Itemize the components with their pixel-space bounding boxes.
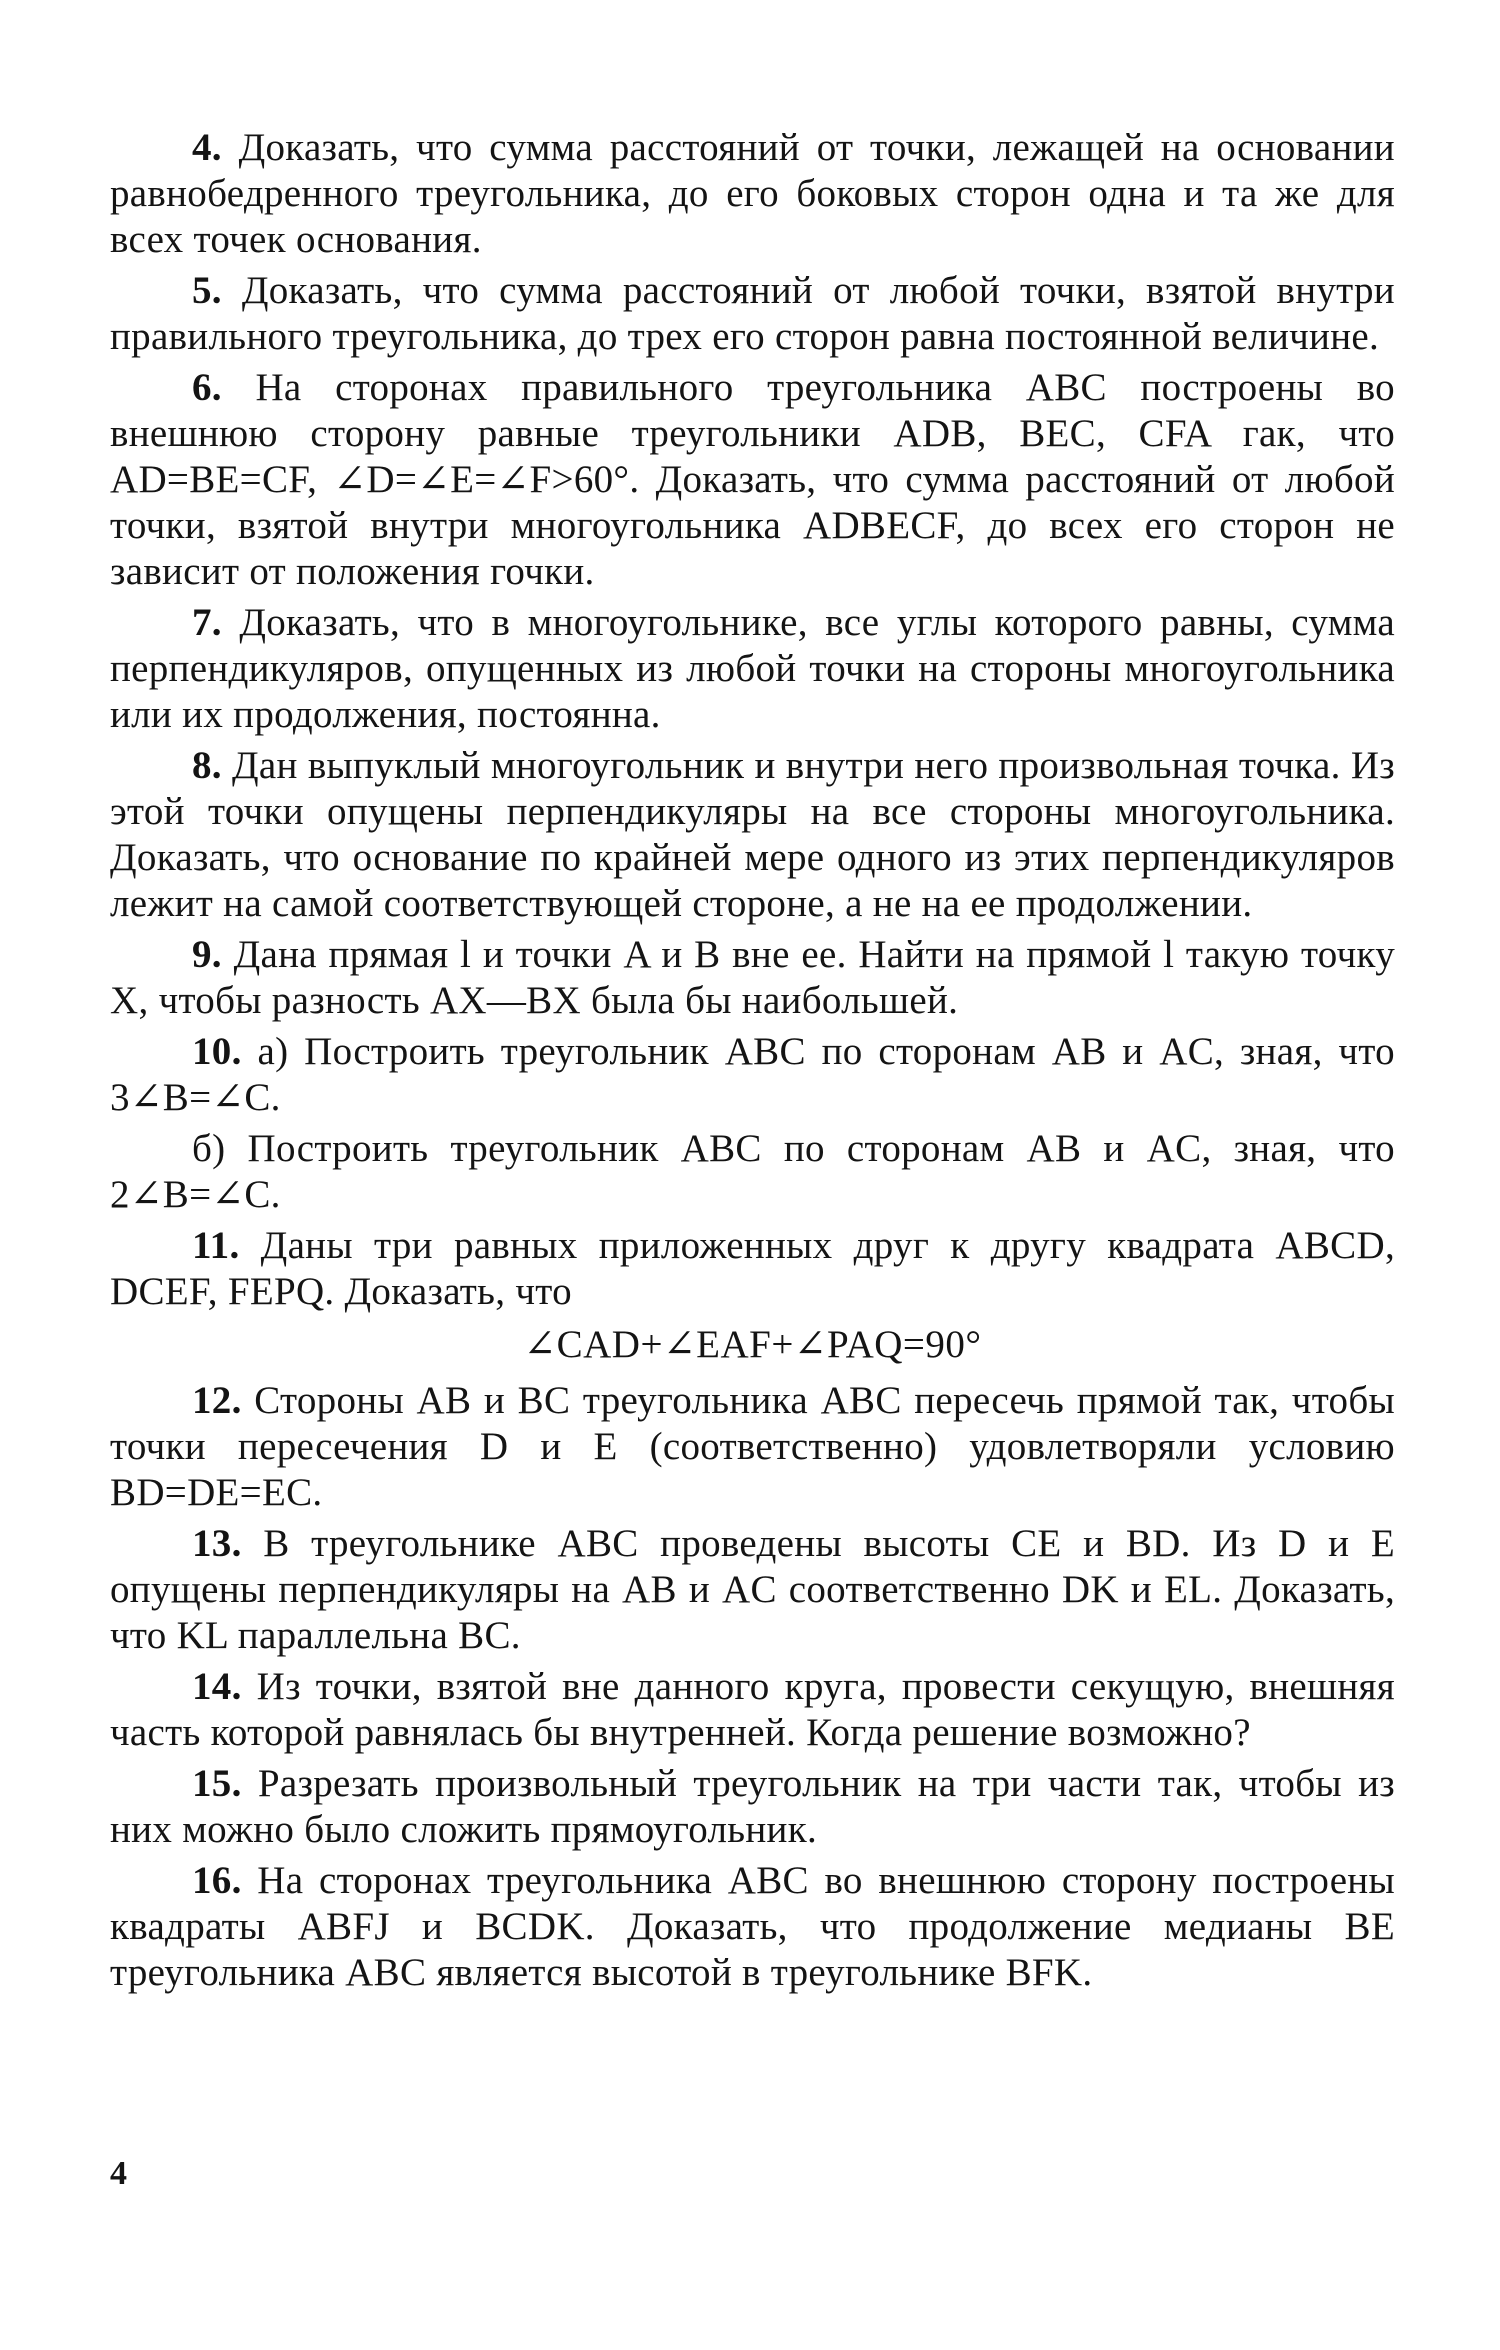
problem-10a — [110, 1029, 1395, 1121]
problem-16 — [110, 1858, 1395, 1996]
problem-number: 5. — [192, 269, 222, 312]
problem-4 — [110, 125, 1395, 263]
problem-text: На сторонах треугольника ABC во внешнюю сторону построены квадраты ABFJ и BCDK. Доказать, что продолжение медианы BE треугольника ABC является высотой в треугольнике BFK. — [110, 1859, 1395, 1994]
problem-text: На сторонах правильного треугольника ABC построены во внешнюю сторону равные треугольники ADB, BEC, CFA гак, что AD=BE=CF, ∠D=∠E=∠F>60°. Доказать, что сумма расстояний от любой точки, взятой внутри многоугольника ADBECF, до всех его сторон не зависит от положения гочки. — [110, 366, 1395, 593]
problem-number: 4. — [192, 126, 222, 169]
problem-text: Доказать, что сумма расстояний от любой точки, взятой внутри правильного треугольника, до трех его сторон равна постоянной величине. — [110, 269, 1395, 358]
problem-text: Дан выпуклый многоугольник и внутри него произвольная точка. Из этой точки опущены перпендикуляры на все стороны многоугольника. Доказать, что основание по крайней мере одного из этих перпендикуляров лежит на самой соответствующей стороне, а не на ее продолжении. — [110, 744, 1395, 925]
problem-11 — [110, 1223, 1395, 1315]
formula-11: ∠CAD+∠EAF+∠PAQ=90° — [523, 1323, 982, 1366]
problem-text: В треугольнике ABC проведены высоты CE и BD. Из D и E опущены перпендикуляры на AB и AC соответственно DK и EL. Доказать, что KL параллельна BC. — [110, 1522, 1395, 1657]
problem-9 — [110, 932, 1395, 1024]
page-body — [110, 125, 1395, 2001]
problem-15 — [110, 1761, 1395, 1853]
problem-number: 11. — [192, 1224, 240, 1267]
problem-text: Доказать, что сумма расстояний от точки, лежащей на основании равнобедренного треугольника, до его боковых сторон одна и та же для всех точек основания. — [110, 126, 1395, 261]
problem-number: 8. — [192, 744, 222, 787]
problem-text: Разрезать произвольный треугольник на три части так, чтобы из них можно было сложить прямоугольник. — [110, 1762, 1395, 1851]
problem-13 — [110, 1521, 1395, 1659]
problem-text: Дана прямая l и точки A и B вне ее. Найти на прямой l такую точку X, чтобы разность AX—BX была бы наибольшей. — [110, 933, 1395, 1022]
problem-number: 9. — [192, 933, 222, 976]
problem-text: Доказать, что в многоугольнике, все углы которого равны, сумма перпендикуляров, опущенных из любой точки на стороны многоугольника или их продолжения, постоянна. — [110, 601, 1395, 736]
page-number: 4 — [110, 2155, 127, 2192]
problem-6 — [110, 365, 1395, 595]
problem-text: а) Построить треугольник ABC по сторонам AB и AC, зная, что 3∠B=∠C. — [110, 1030, 1395, 1119]
problem-number: 10. — [192, 1030, 242, 1073]
problem-number: 13. — [192, 1522, 242, 1565]
problem-number: 14. — [192, 1665, 242, 1708]
problem-number: 7. — [192, 601, 222, 644]
problem-number: 15. — [192, 1762, 242, 1805]
problem-10b — [110, 1126, 1395, 1218]
problem-number: 16. — [192, 1859, 242, 1902]
problem-12 — [110, 1378, 1395, 1516]
problem-text: б) Построить треугольник ABC по сторонам AB и AC, зная, что 2∠B=∠C. — [110, 1127, 1395, 1216]
problem-text: Стороны AB и BC треугольника ABC пересечь прямой так, чтобы точки пересечения D и E (соответственно) удовлетворяли условию BD=DE=EC. — [110, 1379, 1395, 1514]
problem-number: 12. — [192, 1379, 242, 1422]
problem-text: Из точки, взятой вне данного круга, провести секущую, внешняя часть которой равнялась бы внутренней. Когда решение возможно? — [110, 1665, 1395, 1754]
problem-14 — [110, 1664, 1395, 1756]
problem-7 — [110, 600, 1395, 738]
problem-8 — [110, 743, 1395, 927]
problem-number: 6. — [192, 366, 222, 409]
problem-text: Даны три равных приложенных друг к другу квадрата ABCD, DCEF, FEPQ. Доказать, что — [110, 1224, 1395, 1313]
problem-5 — [110, 268, 1395, 360]
